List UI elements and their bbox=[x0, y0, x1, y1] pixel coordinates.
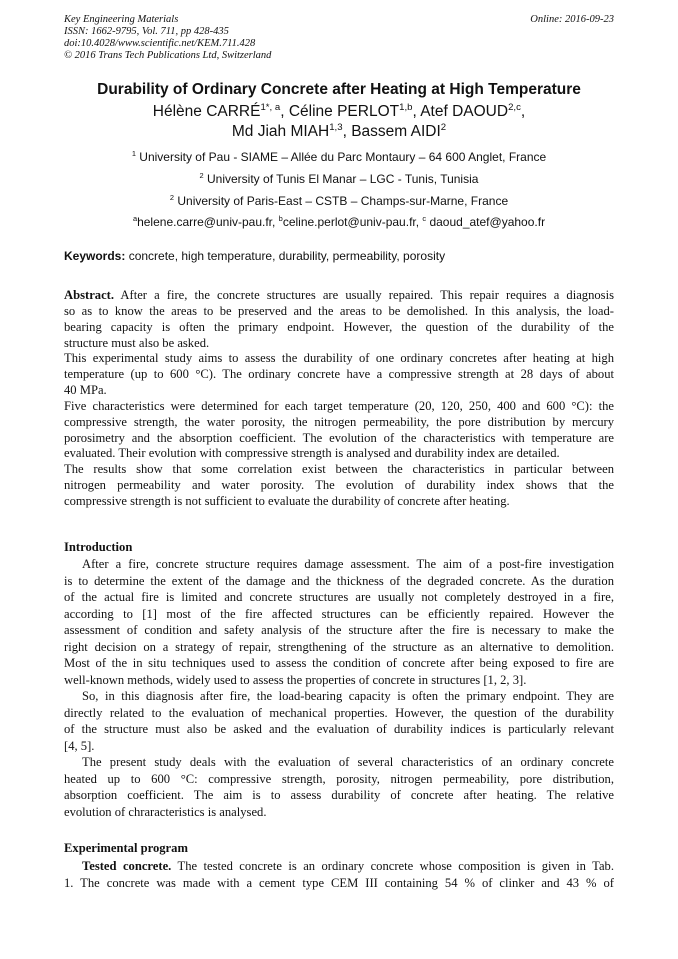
text-line bbox=[64, 399, 614, 415]
line-text: temperature (up to 600 °C). The ordinary concrete have a compressive strength at 28 days of about bbox=[64, 367, 614, 382]
affiliation-3 bbox=[0, 194, 678, 208]
journal-info bbox=[64, 14, 271, 62]
text-line bbox=[64, 304, 614, 320]
text-line bbox=[64, 655, 614, 672]
affiliation-2 bbox=[0, 172, 678, 186]
keywords-text: concrete, high temperature, durability, permeability, porosity bbox=[125, 249, 446, 263]
text-line bbox=[64, 478, 614, 494]
affiliation-1 bbox=[0, 150, 678, 164]
author-name: Atef DAOUD bbox=[420, 103, 509, 120]
issn: ISSN: 1662-9795, Vol. 711, pp 428-435 bbox=[64, 26, 229, 37]
text-line bbox=[64, 875, 614, 892]
separator: , bbox=[342, 123, 352, 140]
line-text: compressive strength is not sufficient to evaluate the durability of concrete after heating. bbox=[64, 493, 510, 508]
line-text: directly related to the evaluation of mechanical properties. However, the question of the durability bbox=[64, 705, 614, 720]
text-line bbox=[64, 771, 614, 788]
separator: , bbox=[520, 103, 526, 120]
run-in-heading: Tested concrete. bbox=[82, 859, 172, 873]
keywords bbox=[64, 249, 445, 263]
author-superscript: 2,c bbox=[508, 101, 521, 113]
line-text: is to determine the extent of the damage and the thickness of the degraded concrete. As the duration bbox=[64, 573, 614, 588]
line-text: of the structure must also be asked and the evaluation of durability indices is particularly relevant bbox=[64, 722, 614, 736]
separator: , bbox=[280, 103, 289, 120]
text: daoud_atef@yahoo.fr bbox=[426, 215, 546, 229]
text-line bbox=[64, 688, 614, 705]
line-text: bearing capacity is often the primary endpoint. However, the question of the durability of the bbox=[64, 319, 614, 334]
line-text: nitrogen permeability and water porosity. The evolution of durability index shows that the bbox=[64, 478, 614, 493]
line-text: well-known methods, widely used to assess the properties of concrete in structures [1, 2, 3]. bbox=[64, 672, 527, 687]
text-line bbox=[64, 431, 614, 447]
author-name: Hélène CARRÉ bbox=[152, 103, 261, 120]
text-line bbox=[64, 494, 614, 510]
author-superscript: 2 bbox=[440, 121, 447, 133]
affiliation-number: 2 bbox=[199, 171, 204, 180]
authors-line-2 bbox=[0, 123, 678, 141]
doi[interactable]: doi:10.4028/www.scientific.net/KEM.711.428 bbox=[64, 38, 256, 49]
text-line bbox=[64, 336, 614, 352]
line-text: assessment of condition and safety analysis of the structure after the fire is necessary to make the bbox=[64, 623, 614, 637]
line-text: 40 MPa. bbox=[64, 383, 107, 398]
author-name: Céline PERLOT bbox=[288, 103, 400, 120]
line-text: so as to know the areas to be preserved and the areas to be demolished. In this analysis, the load- bbox=[64, 303, 614, 318]
line-text: compressive strength, the water porosity, the nitrogen permeability, the pore distribution by mercury bbox=[64, 414, 614, 429]
online-date: Online: 2016-09-23 bbox=[530, 14, 614, 25]
introduction-heading: Introduction bbox=[64, 540, 133, 554]
journal-name: Key Engineering Materials bbox=[64, 14, 179, 25]
line-text: [4, 5]. bbox=[64, 738, 95, 753]
affiliation-text: University of Tunis El Manar – LGC - Tunis, Tunisia bbox=[203, 172, 479, 186]
line-text: evolution of chraracteristics is analysed. bbox=[64, 804, 267, 819]
author-superscript: 1,b bbox=[399, 101, 413, 113]
author-superscript: 1*, a bbox=[260, 101, 281, 113]
line-text: porosimetry and the absorption coefficient. The evolution of the characteristics with temperature are bbox=[64, 430, 614, 445]
text-line bbox=[64, 383, 614, 399]
text-line bbox=[64, 639, 614, 656]
authors-line-1 bbox=[0, 103, 678, 121]
paper-title: Durability of Ordinary Concrete after Heating at High Temperature bbox=[97, 81, 581, 98]
text-line bbox=[64, 589, 614, 606]
text-line bbox=[64, 672, 614, 689]
separator: , bbox=[412, 103, 421, 120]
text-line bbox=[64, 573, 614, 590]
text-line bbox=[64, 606, 614, 623]
text-line bbox=[64, 556, 614, 573]
text: celine.perlot@univ-pau.fr, bbox=[282, 215, 423, 229]
line-text: Five characteristics were determined for each target temperature (20, 120, 250, 400 and 600 °C): the bbox=[64, 398, 614, 413]
text-line bbox=[64, 738, 614, 755]
line-text: heated up to 600 °C: compressive strength, porosity, nitrogen permeability, pore distribution, bbox=[64, 771, 614, 786]
line-text: right decision on a strategy of repair, strengthening of the structure as an alternative to demolition. bbox=[64, 639, 614, 654]
superscript: a bbox=[132, 214, 138, 223]
author-name: Bassem AIDI bbox=[351, 123, 441, 140]
text-line bbox=[64, 462, 614, 478]
line-text: according to [1] most of the fire affected structures can be efficiently repaired. However the bbox=[64, 606, 614, 621]
text-line bbox=[64, 787, 614, 804]
emails bbox=[0, 215, 678, 229]
text-line bbox=[64, 367, 614, 383]
line-text: This experimental study aims to assess the durability of one ordinary concretes after heating at high bbox=[64, 351, 614, 366]
text-line bbox=[64, 622, 614, 639]
line-text: absorption coefficient. The aim is to assess durability of concrete after heating. The relative bbox=[64, 788, 614, 802]
affiliation-text: University of Paris-East – CSTB – Champs-sur-Marne, France bbox=[174, 194, 509, 208]
text-line bbox=[64, 288, 614, 304]
text-line bbox=[64, 415, 614, 431]
line-text: The tested concrete is an ordinary concrete whose composition is given in Tab. bbox=[171, 859, 614, 873]
text-line bbox=[64, 721, 614, 738]
line-text: Most of the in situ techniques used to assess the condition of concrete after being exposed to fire are bbox=[64, 656, 614, 670]
text-line bbox=[64, 320, 614, 336]
line-text: of the actual fire is limited and concrete structures are usually not completely destroyed in a fire, bbox=[64, 590, 614, 604]
copyright: © 2016 Trans Tech Publications Ltd, Switzerland bbox=[64, 50, 272, 61]
affiliation-text: University of Pau - SIAME – Allée du Parc Montaury – 64 600 Anglet, France bbox=[135, 150, 547, 164]
line-text: The present study deals with the evaluation of several characteristics of an ordinary concrete bbox=[82, 755, 614, 769]
experimental-body bbox=[64, 858, 614, 892]
text-line bbox=[64, 351, 614, 367]
text-line bbox=[64, 858, 614, 875]
line-text: The results show that some correlation exist between the characteristics in particular between bbox=[64, 462, 614, 477]
affiliation-number: 2 bbox=[169, 193, 175, 202]
run-in-heading: Abstract. bbox=[64, 288, 115, 302]
affiliation-number: 1 bbox=[131, 149, 136, 158]
text-line bbox=[64, 705, 614, 722]
line-text: After a fire, concrete structure requires damage assessment. The aim of a post-fire investigation bbox=[82, 557, 614, 571]
line-text: After a fire, the concrete structures are usually repaired. This repair requires a diagnosis bbox=[114, 288, 614, 302]
text-line bbox=[64, 754, 614, 771]
abstract bbox=[64, 288, 614, 510]
author-superscript: 1,3 bbox=[329, 121, 343, 133]
text-line bbox=[64, 804, 614, 821]
superscript: c bbox=[422, 214, 427, 223]
text: helene.carre@univ-pau.fr, bbox=[137, 215, 279, 229]
line-text: evaluated. Their evolution with compressive strength is analysed and durability index are detailed. bbox=[64, 446, 560, 461]
superscript: b bbox=[278, 214, 283, 223]
line-text: 1. The concrete was made with a cement type CEM III containing 54 % of clinker and 43 % of bbox=[64, 875, 614, 890]
line-text: structure must also be asked. bbox=[64, 335, 210, 350]
introduction-body bbox=[64, 556, 614, 820]
keywords-label: Keywords: bbox=[64, 249, 126, 263]
author-name: Md Jiah MIAH bbox=[231, 123, 330, 140]
text-line bbox=[64, 446, 614, 462]
line-text: So, in this diagnosis after fire, the load-bearing capacity is often the primary endpoint. They are bbox=[82, 689, 614, 703]
experimental-heading: Experimental program bbox=[64, 841, 188, 855]
